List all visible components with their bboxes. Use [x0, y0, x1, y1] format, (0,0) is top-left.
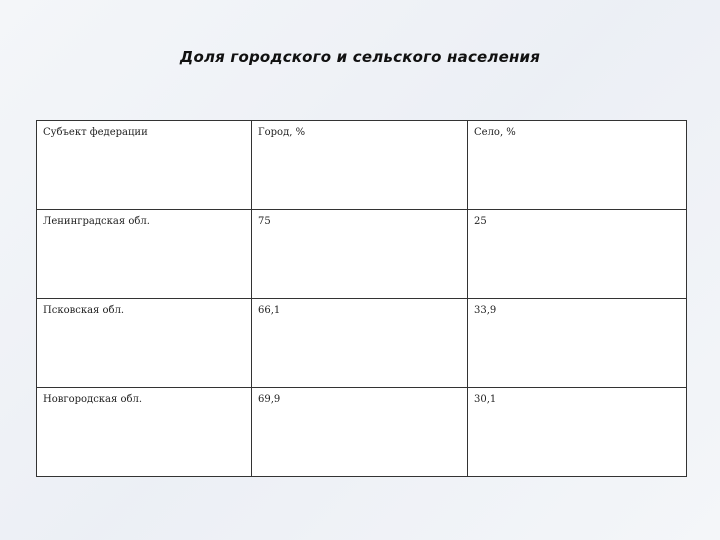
table-header-row: [37, 121, 687, 210]
cell-city: 75: [252, 210, 468, 299]
table-row: [37, 299, 687, 388]
cell-city: 66,1: [252, 299, 468, 388]
cell-subject: Новгородская обл.: [37, 388, 252, 477]
header-cell-village: Село, %: [468, 121, 687, 210]
population-table: [36, 120, 687, 477]
cell-city: 69,9: [252, 388, 468, 477]
table-row: [37, 388, 687, 477]
cell-village: 25: [468, 210, 687, 299]
cell-subject: Ленинградская обл.: [37, 210, 252, 299]
header-cell-city: Город, %: [252, 121, 468, 210]
header-cell-subject: Субъект федерации: [37, 121, 252, 210]
table-row: [37, 210, 687, 299]
cell-village: 33,9: [468, 299, 687, 388]
cell-subject: Псковская обл.: [37, 299, 252, 388]
cell-village: 30,1: [468, 388, 687, 477]
slide-title: Доля городского и сельского населения: [179, 48, 541, 66]
